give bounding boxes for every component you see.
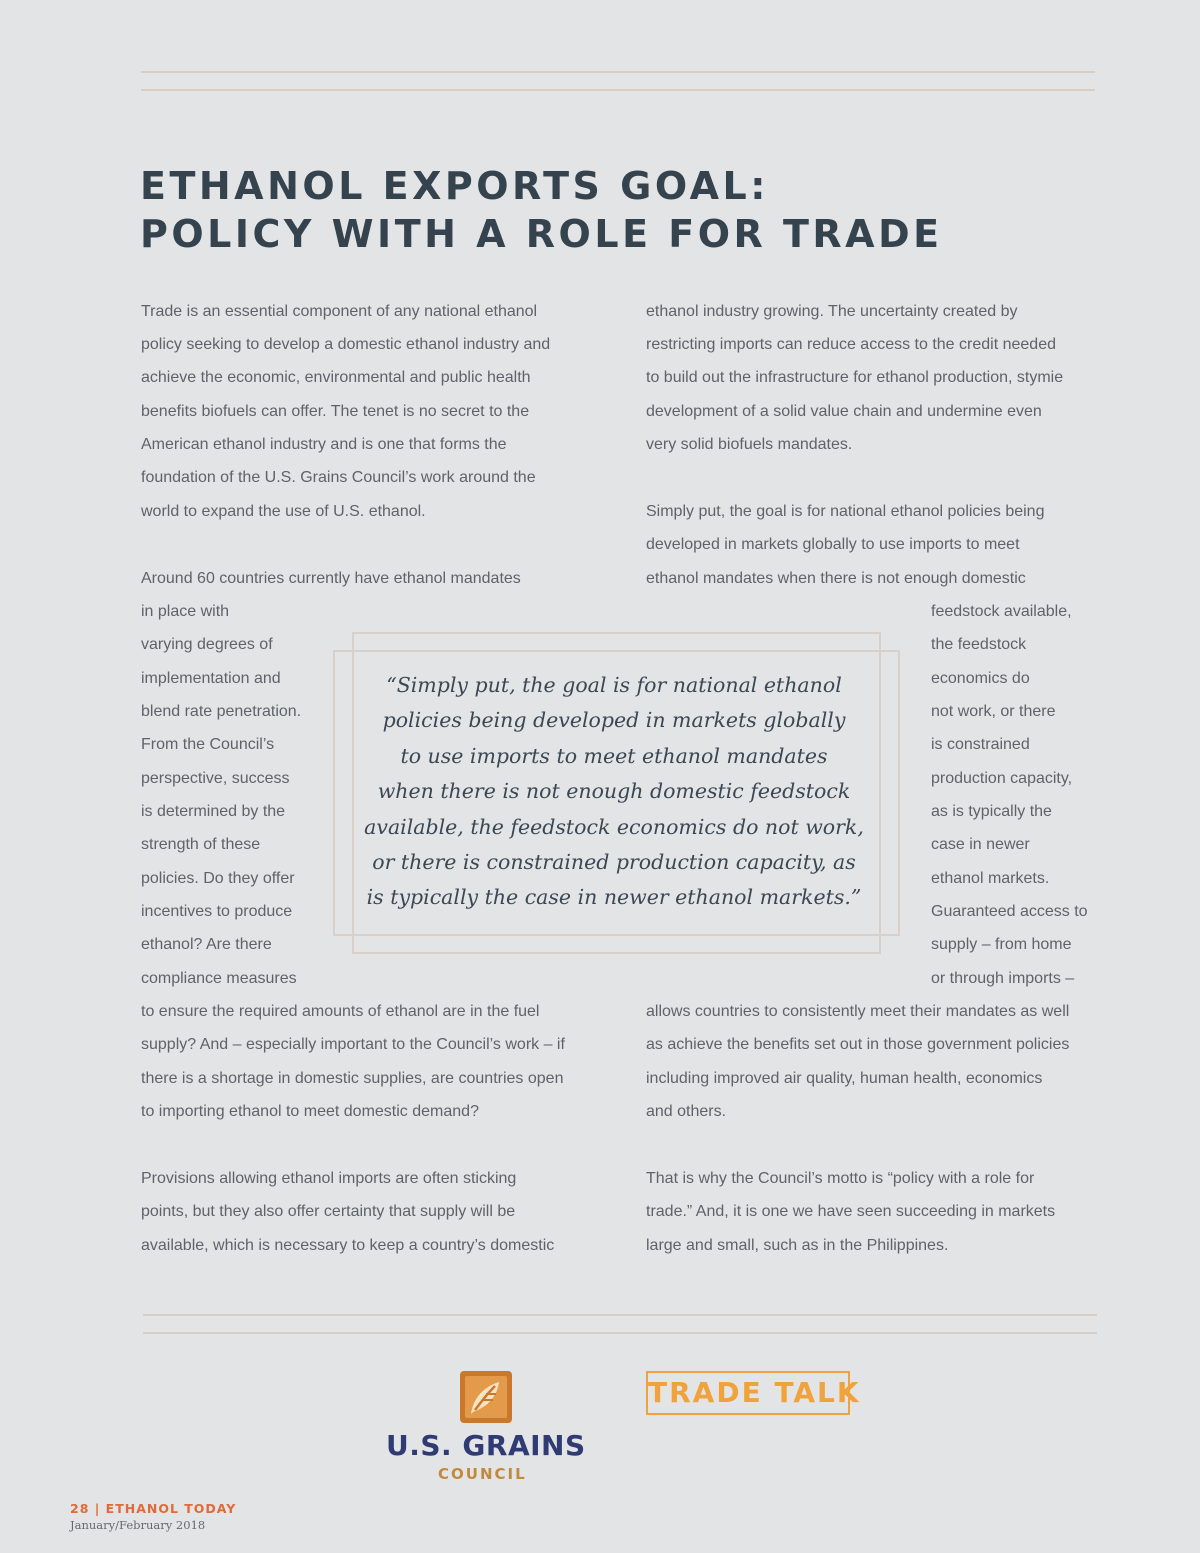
right-column-line: ethanol markets.: [931, 870, 1050, 887]
left-column-line: perspective, success: [141, 770, 290, 787]
title-line-1: ETHANOL EXPORTS GOAL:: [140, 164, 769, 208]
left-column-line: supply? And – especially important to the Council’s work – if: [141, 1036, 565, 1053]
right-column-line: ethanol industry growing. The uncertainty created by: [646, 303, 1018, 320]
quote-line: is typically the case in newer ethanol markets.”: [366, 885, 862, 910]
right-column-line: or through imports –: [931, 970, 1075, 987]
left-column-line: benefits biofuels can offer. The tenet is no secret to the: [141, 403, 530, 420]
bottom-rule-1: [143, 1314, 1097, 1316]
left-column-line: to ensure the required amounts of ethanol are in the fuel: [141, 1003, 540, 1020]
left-column-line: incentives to produce: [141, 903, 293, 920]
left-column-line: available, which is necessary to keep a country’s domestic: [141, 1237, 555, 1254]
right-column-line: as achieve the benefits set out in those government policies: [646, 1036, 1070, 1053]
quote-line: available, the feedstock economics do not work,: [364, 814, 864, 839]
quote-line: “Simply put, the goal is for national ethanol: [386, 673, 842, 697]
left-column-line: policy seeking to develop a domestic ethanol industry and: [141, 336, 551, 353]
left-column-line: world to expand the use of U.S. ethanol.: [141, 503, 426, 520]
right-column-line: to build out the infrastructure for ethanol production, stymie: [646, 369, 1064, 386]
left-column-line: Around 60 countries currently have ethanol mandates: [141, 570, 521, 587]
trade-talk-badge: TRADE TALK: [646, 1371, 850, 1415]
right-column-line: ethanol mandates when there is not enough domestic: [646, 570, 1026, 587]
right-column-line: is constrained: [931, 736, 1030, 753]
right-column-line: Simply put, the goal is for national ethanol policies being: [646, 503, 1045, 520]
quote-line: when there is not enough domestic feedstock: [377, 779, 851, 804]
logo-subtitle: COUNCIL: [438, 1465, 527, 1483]
left-column-line: ethanol? Are there: [141, 936, 272, 953]
right-column-line: large and small, such as in the Philippines.: [646, 1237, 949, 1254]
right-column-line: development of a solid value chain and undermine even: [646, 403, 1042, 420]
left-column-line: points, but they also offer certainty that supply will be: [141, 1203, 516, 1220]
article-title: [140, 162, 943, 258]
issue-date: January/February 2018: [70, 1518, 206, 1532]
pull-quote: [352, 668, 876, 916]
right-column-line: not work, or there: [931, 703, 1056, 720]
left-column-line: achieve the economic, environmental and public health: [141, 369, 531, 386]
right-column-line: supply – from home: [931, 936, 1072, 953]
left-column-line: compliance measures: [141, 970, 297, 987]
right-column-line: case in newer: [931, 836, 1030, 853]
left-column-line: policies. Do they offer: [141, 870, 295, 887]
left-column-line: strength of these: [141, 836, 261, 853]
left-column-line: varying degrees of: [141, 636, 273, 653]
right-column-line: production capacity,: [931, 770, 1073, 787]
right-column-line: That is why the Council’s motto is “policy with a role for: [646, 1170, 1035, 1187]
page-folio: 28 | ETHANOL TODAY: [70, 1501, 237, 1516]
bottom-rule-2: [143, 1332, 1097, 1334]
top-rule-2: [141, 89, 1095, 91]
top-rule-1: [141, 71, 1095, 73]
right-column-line: restricting imports can reduce access to the credit needed: [646, 336, 1056, 353]
right-column-line: developed in markets globally to use imports to meet: [646, 536, 1020, 553]
right-column-line: economics do: [931, 670, 1030, 687]
left-column-line: foundation of the U.S. Grains Council’s work around the: [141, 469, 536, 486]
left-column-line: blend rate penetration.: [141, 703, 302, 720]
right-column-line: as is typically the: [931, 803, 1052, 820]
right-column-line: very solid biofuels mandates.: [646, 436, 853, 453]
quote-line: to use imports to meet ethanol mandates: [400, 743, 828, 768]
right-column-line: trade.” And, it is one we have seen succeeding in markets: [646, 1203, 1056, 1220]
left-column-line: in place with: [141, 603, 230, 620]
left-column-line: American ethanol industry and is one that forms the: [141, 436, 507, 453]
logo-wordmark: U.S. GRAINS: [386, 1429, 586, 1462]
right-column-line: Guaranteed access to: [931, 903, 1088, 920]
quote-line: policies being developed in markets globally: [382, 708, 846, 733]
right-column-line: feedstock available,: [931, 603, 1072, 620]
left-column-line: Trade is an essential component of any national ethanol: [141, 303, 538, 320]
right-column-line: including improved air quality, human health, economics: [646, 1070, 1043, 1087]
left-column-line: to importing ethanol to meet domestic demand?: [141, 1103, 479, 1120]
left-column-line: implementation and: [141, 670, 281, 687]
left-column-line: is determined by the: [141, 803, 286, 820]
grain-leaf-icon: [459, 1370, 513, 1424]
right-column-line: allows countries to consistently meet their mandates as well: [646, 1003, 1070, 1020]
right-column-line: and others.: [646, 1103, 727, 1120]
left-column-line: there is a shortage in domestic supplies, are countries open: [141, 1070, 564, 1087]
title-line-2: POLICY WITH A ROLE FOR TRADE: [140, 212, 943, 256]
left-column-line: From the Council’s: [141, 736, 275, 753]
left-column-line: Provisions allowing ethanol imports are often sticking: [141, 1170, 517, 1187]
right-column-line: the feedstock: [931, 636, 1027, 653]
quote-line: or there is constrained production capacity, as: [372, 850, 856, 875]
